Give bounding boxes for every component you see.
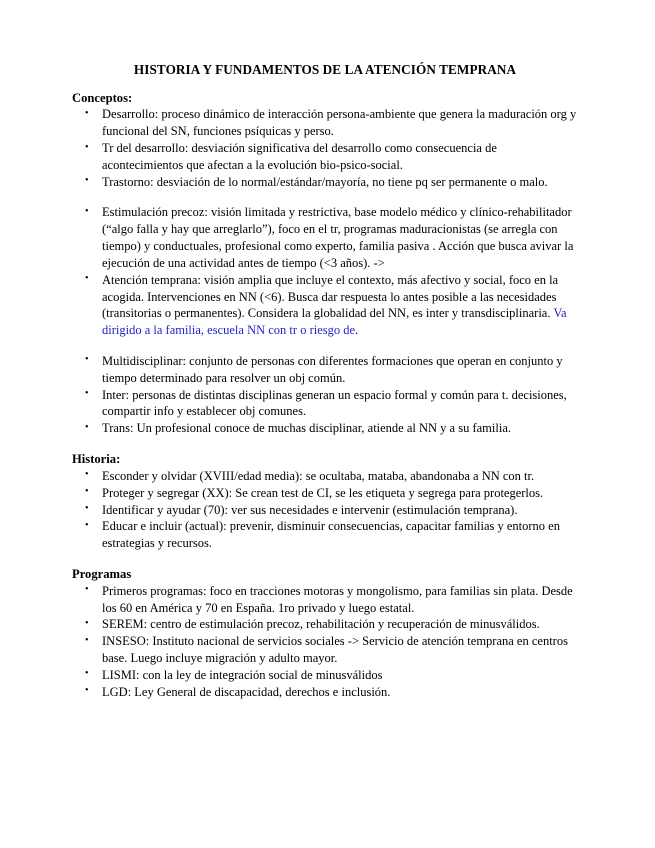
list-item: • Tr del desarrollo: desviación significativa del desarrollo como consecuencia de acontecimientos que afectan a la evolución bio-psico-social.: [72, 140, 578, 174]
section-programas: [72, 566, 578, 701]
list-item: • Primeros programas: foco en tracciones motoras y mongolismo, para familias sin plata. Desde los 60 en América y 70 en España. 1ro privado y luego estatal.: [72, 583, 578, 617]
list-item: • Inter: personas de distintas disciplinas generan un espacio formal y común para t. decisiones, compartir info y establecer obj comunes.: [72, 387, 578, 421]
atencion-temprana-text: Atención temprana: visión amplia que incluye el contexto, más afectivo y social, foco en la acogida. Intervenciones en NN (<6). Busca dar respuesta lo antes posible a las necesidades (transitorias o permanentes). Considera la globalidad del NN, es inter y transdisciplinaria.: [102, 272, 559, 321]
historia-list: [72, 468, 578, 552]
conceptos-list: [72, 106, 578, 437]
section-conceptos: [72, 90, 578, 438]
list-item: • LGD: Ley General de discapacidad, derechos e inclusión.: [72, 684, 578, 701]
page-title: HISTORIA Y FUNDAMENTOS DE LA ATENCIÓN TEMPRANA: [133, 62, 517, 77]
list-item: • Esconder y olvidar (XVIII/edad media): se ocultaba, mataba, abandonaba a NN con tr.: [72, 468, 578, 485]
list-item: • Desarrollo: proceso dinámico de interacción persona-ambiente que genera la maduración org y funcional del SN, funciones psíquicas y perso.: [72, 106, 578, 140]
list-item: • Estimulación precoz: visión limitada y restrictiva, base modelo médico y clínico-rehabilitador (“algo falla y hay que arreglarlo”), foco en el tr, programas maduracionistas (se arregla con tiempo) y conductuales, profesional como experto, familia pasiva . Acción que busca avivar la ejecución de una actividad antes de tiempo (<3 años). ->: [72, 204, 578, 271]
atencion-temprana-highlight: Va dirigido a la familia, escuela NN con tr o riesgo de: [102, 306, 567, 338]
list-item: • INSESO: Instituto nacional de servicios sociales -> Servicio de atención temprana en centros base. Luego incluye migración y adulto mayor.: [72, 633, 578, 667]
list-item: • Multidisciplinar: conjunto de personas con diferentes formaciones que operan en conjunto y tiempo determinado para resolver un obj común.: [72, 353, 578, 387]
list-item: • Identificar y ayudar (70): ver sus necesidades e intervenir (estimulación temprana).: [72, 502, 578, 519]
programas-list: [72, 583, 578, 701]
list-item: • SEREM: centro de estimulación precoz, rehabilitación y recuperación de minusválidos.: [72, 616, 578, 633]
section-heading-historia: Historia:: [72, 452, 121, 466]
atencion-temprana-tail: .: [355, 323, 359, 338]
section-heading-conceptos: Conceptos:: [72, 90, 133, 105]
list-item: • LISMI: con la ley de integración social de minusválidos: [72, 667, 578, 684]
list-item: • Educar e incluir (actual): prevenir, disminuir consecuencias, capacitar familias y entorno en estrategias y recursos.: [72, 518, 578, 552]
list-item: • Trans: Un profesional conoce de muchas disciplinar, atiende al NN y a su familia.: [72, 420, 578, 437]
list-item: • Trastorno: desviación de lo normal/estándar/mayoría, no tiene pq ser permanente o malo.: [72, 174, 578, 191]
section-heading-programas: Programas: [72, 566, 132, 581]
list-item: • Proteger y segregar (XX): Se crean test de CI, se les etiqueta y segrega para protegerlos.: [72, 485, 578, 502]
section-historia: [72, 451, 578, 552]
list-item-atencion-temprana: [72, 272, 578, 339]
